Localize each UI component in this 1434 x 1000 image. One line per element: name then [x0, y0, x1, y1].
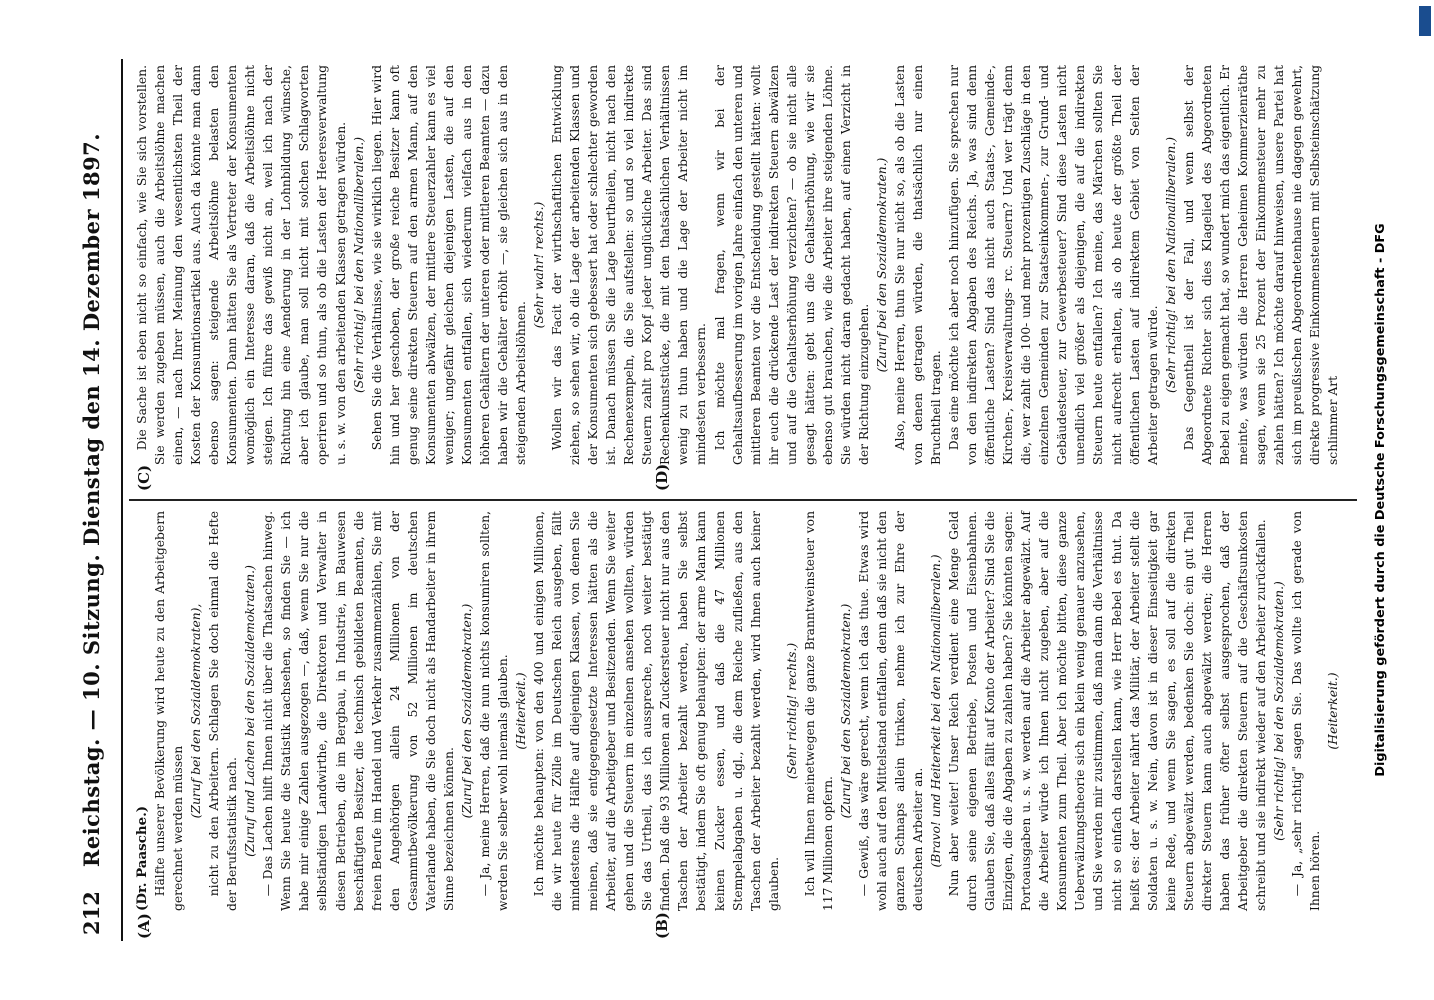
rotated-page	[47, 25, 1387, 975]
left-column	[133, 511, 1357, 911]
paragraph: — Ja, „sehr richtig" sagen Sie. Das wollte ich gerade von Ihnen hören.	[1290, 511, 1323, 911]
paragraph: Sehen Sie die Verhältnisse, wie sie wirklich liegen. Hier wird hin und her geschoben, der große reiche Besitzer kann oft genug seine direkten Steuern auf den armen Mann, auf den Konsumenten abwälzen, der mittlere Steuerzahler kann es viel weniger; ungefähr gleichen diejenigen Lasten, die auf den Konsumenten entfallen, sich wiederum vielfach aus in den höheren Gehältern der unteren oder mittleren Beamten — dazu haben wir die Gehälter erhöht —, sie gleichen sich aus in den steigenden Arbeitslöhnen.	[369, 65, 528, 465]
paragraph: Hälfte unserer Bevölkerung wird heute zu den Arbeitgebern gerechnet werden müssen	[153, 511, 186, 911]
dfg-logo-badge	[1419, 6, 1431, 36]
paragraph: Nun aber weiter! Unser Reich verdient eine Menge Geld durch seine eigenen Betriebe, Posten und Eisenbahnen. Glauben Sie, daß alles fällt auf Konto der Arbeiter? Sind Sie die Einzigen, die die Abgaben zu zahlen haben? Sie könnten sagen: Portoausgaben u. s. w. werden auf die Arbeiter abgewälzt. Auf die Arbeiter würde ich Ihnen nicht zugeben, aber auf die Konsumenten zum Theil. Aber ich möchte bitten, diese ganze Ueberwälzungstheorie sich ein klein wenig genauer anzusehen, und Sie werden mir zustimmen, daß man dann die Verhältnisse nicht so einfach darstellen kann, wie Herr Bebel es thut. Da heißt es: der Arbeiter nährt das Militär, der Arbeiter stellt die Soldaten u. s. w. Nein, davon ist in dieser Einseitigkeit gar keine Rede, und wenn Sie sagen, es soll auf die direkten Steuern abgewälzt werden, bedenken Sie doch: ein gut Theil direkter Steuern kann auch abgewälzt werden; die Herren haben das früher öfter selbst ausgesprochen, daß der Arbeitgeber die direkten Steuern auf die Geschäftsunkosten schreibt und sie indirekt wieder auf den Arbeiter zurückfallen.	[947, 511, 1268, 911]
interjection: (Sehr richtig! bei den Nationalliberalen.)	[1163, 137, 1178, 394]
margin-letter-d: (D)	[653, 463, 671, 491]
interjection: (Zuruf und Lachen bei den Sozialdemokraten.)	[243, 565, 258, 857]
interjection: (Sehr richtig! bei den Sozialdemokraten.)	[1271, 581, 1286, 841]
interjection: (Heiterkeit.)	[1326, 672, 1341, 750]
paragraph: Ich möchte behaupten: von den 400 und einigen Millionen, die wir heute für Zölle im Deutschen Reich ausgeben, fällt mindestens die Hälfte auf diejenigen Klassen, von denen Sie meinen, daß sie entgegengesetzte Interessen hätten als die Arbeiter, auf die Arbeitgeber und Besitzenden. Wenn Sie weiter gehen und die Steuern im einzelnen ansehen wollten, würden Sie das Urtheil, das ich ausspreche, noch weiter bestätigt finden. Daß die 93 Millionen an Zuckersteuer nicht nur aus den Taschen der Arbeiter bezahlt werden, haben Sie selbst bestätigt, indem Sie oft genug behaupten: der arme Mann kann keinen Zucker essen, und daß die 47 Millionen Stempelabgaben u. dgl., die dem Reiche zufließen, aus den Taschen der Arbeiter bezahlt werden, wird Ihnen auch keiner glauben.	[532, 511, 781, 911]
paragraph: — Das Lachen hilft Ihnen nicht über die Thatsachen hinweg. Wenn Sie heute die Statistik nachsehen, so finden Sie — ich habe mir einige Zahlen ausgezogen —, daß, wenn Sie nur die selbständigen Landwirthe, die Direktoren und Verwalter in diesen Betrieben, die im Bergbau, in Industrie, im Bauwesen beschäftigten Besitzer, die technisch gebildeten Beamten, die freien Berufe im Handel und Verkehr zusammenzählen, Sie mit den Angehörigen allein 24 Millionen von der Gesammtbevölkerung von 52 Millionen im deutschen Vaterlande haben, die Sie doch nicht als Handarbeiter in ihrem Sinne bezeichnen können.	[261, 511, 456, 911]
page-title: Reichstag. — 10. Sitzung. Dienstag den 14. Dezember 1897.	[79, 132, 104, 868]
paragraph: Das eine möchte ich aber noch hinzufügen. Sie sprechen nur von den indirekten Abgaben des Reichs. Ja, was sind denn öffentliche Lasten? Sind das nicht auch Staats-, Gemeinde-, Kirchen-, Kreisverwaltungs- rc. Steuern? Und wer trägt denn die, wer zahlt die 100- und mehr prozentigen Zuschläge in den einzelnen Gemeinden zur Staatseinkommen-, zur Grund- und Gebäudesteuer, zur Gewerbesteuer? Sind diese Lasten nicht unendlich viel größer als diejenigen, die auf die indirekten Steuern heute entfallen? Ich meine, das Märchen sollten Sie nicht aufrecht erhalten, als ob heute der größte Theil der öffentlichen Lasten auf indirektem Gebiet von Seiten der Arbeiter getragen würde.	[947, 65, 1160, 465]
paragraph: Wollen wir das Facit der wirthschaftlichen Entwicklung ziehen, so sehen wir, ob die Lage der arbeitenden Klassen und der Konsumenten sich gebessert hat oder schlechter geworden ist. Danach müssen Sie die Lage beurtheilen, nicht nach den Rechenexempeln, die Sie aufstellen: so und so viel indirekte Steuern zahlt pro Kopf jeder unglückliche Arbeiter. Das sind Rechenkunststücke, die mit den thatsächlichen Verhältnissen wenig zu thun haben und die Lage der Arbeiter nicht im mindesten verbessern.	[550, 65, 709, 465]
paragraph: Das Gegentheil ist der Fall, und wenn selbst der Abgeordnete Richter sich dies Klagelied des Abgeordneten Bebel zu eigen gemacht hat, so wundert mich das eigentlich. Er meinte, was würden die Herren Geheimen Kommerzienräthe sagen, wenn sie 25 Prozent der Einkommensteuer mehr zu zahlen hätten? Ich möchte darauf hinweisen, unsere Partei hat sich im preußischen Abgeordnetenhause nie dagegen gewehrt, direkte progressive Einkommensteuern mit Selbsteinschätzung schlimmer Art	[1181, 65, 1341, 465]
margin-letter-b: (B)	[653, 912, 671, 939]
paragraph: Die Sache ist eben nicht so einfach, wie Sie sich vorstellen. Sie werden zugeben müssen, auch die Arbeitslöhne machen einen, — nach Ihrer Meinung den wesentlichsten Theil der Kosten der Konsumtionsartikel aus. Auch da könnte man dann ebenso sagen: steigende Arbeitslöhne belasten den Konsumenten. Dann hätten Sie als Vertreter der Konsumenten womöglich ein Interesse daran, daß die Arbeitslöhne nicht steigen. Ich führe das gewiß nicht an, weil ich nach der Richtung hin eine Aenderung in der Lohnbildung wünsche, aber ich glaube, man soll nicht mit solchen Schlagworten operiren und so thun, als ob die Lasten der Heeresverwaltung u. s. w. von den arbeitenden Klassen getragen würden.	[135, 65, 348, 465]
interjection: (Bravo! und Heiterkeit bei den Nationalliberalen.)	[929, 554, 944, 868]
interjection: (Sehr richtig! bei den Nationalliberalen.)	[351, 137, 366, 394]
speaker-name: (Dr. Paasche.)	[134, 805, 150, 911]
right-column	[133, 65, 1357, 465]
paragraph: Also, meine Herren, thun Sie nur nicht so, als ob die Lasten von denen getragen würden, die thatsächlich nur einen Bruchtheil tragen.	[892, 65, 944, 465]
paragraph: — Ja, meine Herren, daß die nun nichts konsumiren sollten, werden Sie selber wohl niemals glauben.	[477, 511, 510, 911]
interjection: (Heiterkeit.)	[513, 672, 528, 750]
running-head	[79, 25, 119, 975]
interjection: (Sehr richtig! rechts.)	[784, 642, 799, 780]
interjection: (Zuruf bei den Sozialdemokraten),	[189, 603, 204, 819]
page-number: 212	[79, 891, 104, 935]
paragraph: Ich will Ihnen meinetwegen die ganze Branntweinsteuer von 117 Millionen opfern.	[802, 511, 835, 911]
paragraph: — Gewiß, das wäre gerecht, wenn ich das thue. Etwas wird wohl auch auf den Mittelstand entfallen, denn daß sie nicht den ganzen Schnaps allein trinken, nehme ich zur Ehre der deutschen Arbeiter an.	[856, 511, 926, 911]
paragraph: Ich möchte mal fragen, wenn wir bei der Gehaltsaufbesserung im vorigen Jahre einfach den unteren und mittleren Beamten vor die Entscheidung gestellt hätten: wollt ihr euch die drückende Last der indirekten Steuern abwälzen und auf die Gehaltserhöhung verzichten? — ob sie nicht alle gesagt hätten: gebt uns die Gehaltserhöhung, wie wir sie ebenso gut brauchen, wie die Arbeiter ihre steigenden Löhne. Sie würden nicht daran gedacht haben, auf einen Verzicht in der Richtung einzugehen.	[712, 65, 871, 465]
interjection: (Sehr wahr! rechts.)	[532, 201, 547, 329]
interjection: (Zuruf bei den Sozialdemokraten.)	[874, 157, 889, 373]
margin-letter-c: (C)	[135, 464, 153, 491]
digitization-notice: Digitalisierung gefördert durch die Deutsche Forschungsgemeinschaft - DFG	[1373, 223, 1388, 777]
paragraph: nicht zu den Arbeitern. Schlagen Sie doch einmal die Hefte der Berufsstatistik nach.	[207, 511, 240, 911]
interjection: (Zuruf bei den Sozialdemokraten.)	[459, 603, 474, 819]
margin-letter-a: (A)	[135, 913, 153, 939]
interjection: (Zuruf bei den Sozialdemokraten.)	[838, 603, 853, 819]
header-rule	[121, 59, 123, 941]
column-divider	[129, 499, 1357, 501]
